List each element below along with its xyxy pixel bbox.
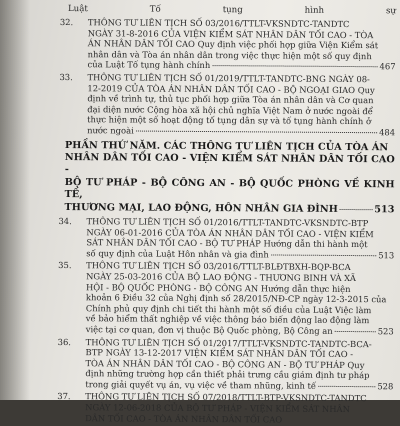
part-heading-last-line — [65, 202, 395, 217]
entry-line: THÔNG TƯ LIÊN TỊCH SỐ 03/2016/TTLT-VKSNDTC-TANDTC — [87, 17, 350, 30]
entry-number: 36. — [57, 336, 72, 347]
entry-number: 33. — [59, 71, 73, 83]
entry-line: nước ngoài — [87, 125, 134, 136]
entry-line: trong giải quyết vụ án, vụ việc về tham nhũng, kinh tế — [85, 379, 317, 391]
entry-line: ÁN NHÂN DÂN TỐI CAO Quy định việc phối hợp giữa Viện Kiểm sát — [87, 38, 379, 51]
entry-line: Chính phủ quy định chi tiết thi hành một số điều của Luật Việc làm — [85, 302, 372, 315]
dot-leader — [136, 130, 377, 133]
top-fragment-line: Luật Tố tụng hình sự — [67, 4, 396, 17]
entry-line: thực hiện một số hoạt động tố tụng dân sự và tố tụng hành chính ở — [87, 114, 372, 127]
part-heading-line: THƯƠNG MẠI, LAO ĐỘNG, HÔN NHÂN GIA ĐÌNH — [64, 201, 339, 215]
entry-number: 32. — [59, 16, 74, 28]
part-heading-line: PHẦN THỨ NĂM. CÁC THÔNG TƯ LIÊN TỊCH CỦA TÒA ÁN — [64, 139, 389, 153]
entry-line: nhân dân và Tòa án nhân dân trong việc thực hiện một số quy định — [87, 48, 372, 61]
part-heading-line: NHÂN DÂN TỐI CAO - VIỆN KIỂM SÁT NHÂN DÂN TỐI CAO - — [64, 151, 395, 176]
page-gutter-shadow — [0, 0, 30, 400]
entry-last-line — [87, 125, 395, 138]
entry-line: về bảo hiểm thất nghiệp về việc thông báo biến động lao động làm — [85, 313, 370, 326]
toc-entries-group-1 — [59, 17, 396, 138]
entry-line: NGÀY 06-01-2016 CỦA TÒA ÁN NHÂN DÂN TỐI CAO - VIỆN KIỂM — [86, 226, 374, 239]
entry-line: THÔNG TƯ LIÊN TỊCH SỐ 07/2018/TTLT-BTP-VKSNDTC-TANDTC — [85, 391, 367, 404]
part-five-heading[interactable] — [65, 140, 396, 217]
toc-entry-35[interactable] — [58, 260, 395, 337]
page-number: 467 — [379, 61, 396, 72]
entry-line: định những trường hợp cần thiết phải trưng cầu giám định tư pháp — [85, 368, 370, 381]
entry-line: đại diện nước Cộng hòa xã hội chủ nghĩa Việt Nam ở nước ngoài để — [87, 103, 373, 116]
entry-line: THÔNG TƯ LIÊN TỊCH SỐ 01/2019/TTLT-TANDTC-BNG NGÀY 08- — [87, 72, 370, 85]
dot-leader — [340, 209, 372, 210]
part-heading-line: BỘ TƯ PHÁP - BỘ CÔNG AN - BỘ QUỐC PHÒNG VỀ KINH TẾ, — [64, 176, 395, 201]
page-number: 523 — [377, 326, 394, 337]
entry-line: TÒA ÁN NHÂN DÂN TỐI CAO - BỘ CÔNG AN - BỘ TƯ PHÁP Quy — [85, 357, 365, 370]
entry-line: THÔNG TƯ LIÊN TỊCH SỐ 01/2016/TTLT-TANDTC-VKSNDTC-BTP — [86, 216, 369, 229]
entry-line: khoản 6 Điều 32 của Nghị định số 28/2015/NĐ-CP ngày 12-3-2015 của — [85, 292, 387, 305]
toc-entry-36[interactable] — [57, 336, 393, 391]
page-number: 513 — [374, 203, 395, 215]
entry-last-line — [88, 60, 396, 73]
entry-line: NGÀY 25-03-2016 CỦA BỘ LAO ĐỘNG - THƯƠNG BINH VÀ XÃ — [86, 271, 356, 284]
table-of-contents — [57, 4, 396, 426]
page-number: 484 — [379, 127, 396, 138]
dot-leader — [212, 65, 377, 67]
entry-last-line — [86, 324, 394, 337]
entry-line: số quy định của Luật Hôn nhân và gia đình — [86, 247, 269, 260]
entry-line: SÁT NHÂN DÂN TỐI CAO - BỘ TƯ PHÁP Hướng dẫn thi hành một — [86, 237, 368, 250]
entry-line: việc tại cơ quan, đơn vị thuộc Bộ Quốc phòng, Bộ Công an — [85, 324, 333, 336]
entry-line: NGÀY 12-06-2018 CỦA BỘ TƯ PHÁP - VIỆN KIỂM SÁT NHÂN — [85, 402, 350, 415]
page-number: 528 — [377, 381, 394, 392]
entry-line: THÔNG TƯ LIÊN TỊCH SỐ 01/2017/TTLT-VKSNDTC-TANDTC-BCA- — [85, 336, 372, 349]
dot-leader — [271, 254, 376, 256]
toc-entry-32[interactable] — [60, 17, 396, 72]
entry-number: 34. — [58, 215, 72, 227]
toc-entries-group-2 — [57, 216, 394, 426]
entry-number: 35. — [58, 260, 72, 271]
toc-entry-37[interactable] — [57, 391, 393, 425]
entry-line: NGÀY 31-8-2016 CỦA VIỆN KIỂM SÁT NHÂN DÂN TỐI CAO - TÒA — [87, 27, 374, 40]
entry-line: của Luật Tố tụng hành chính — [87, 59, 211, 71]
entry-number: 37. — [57, 391, 71, 402]
entry-last-line — [86, 248, 394, 261]
toc-entry-34[interactable] — [58, 216, 394, 261]
entry-line: DÂN TỐI CAO - TÒA ÁN NHÂN DÂN TỐI CAO — [85, 412, 283, 425]
entry-line: 12-2019 CỦA TÒA ÁN NHÂN DÂN TỐI CAO - BỘ NGOẠI GIAO Quy — [87, 82, 375, 95]
entry-line: THÔNG TƯ LIÊN TỊCH SỐ 03/2016/TTLT-BLĐTBXH-BQP-BCA — [86, 260, 351, 273]
dot-leader — [318, 386, 375, 387]
toc-entry-33[interactable] — [59, 72, 395, 138]
dot-leader — [335, 331, 376, 332]
entry-line: định về trình tự, thủ tục phối hợp giữa Tòa án nhân dân và Cơ quan — [87, 93, 374, 106]
entry-line: BTP NGÀY 13-12-2017 VIỆN KIỂM SÁT NHÂN DÂN TỐI CAO - — [85, 347, 354, 360]
page-number: 513 — [378, 249, 395, 261]
entry-last-line — [85, 379, 393, 392]
entry-line: HỘI - BỘ QUỐC PHÒNG - BỘ CÔNG AN Hướng dẫn thực hiện — [85, 281, 351, 294]
